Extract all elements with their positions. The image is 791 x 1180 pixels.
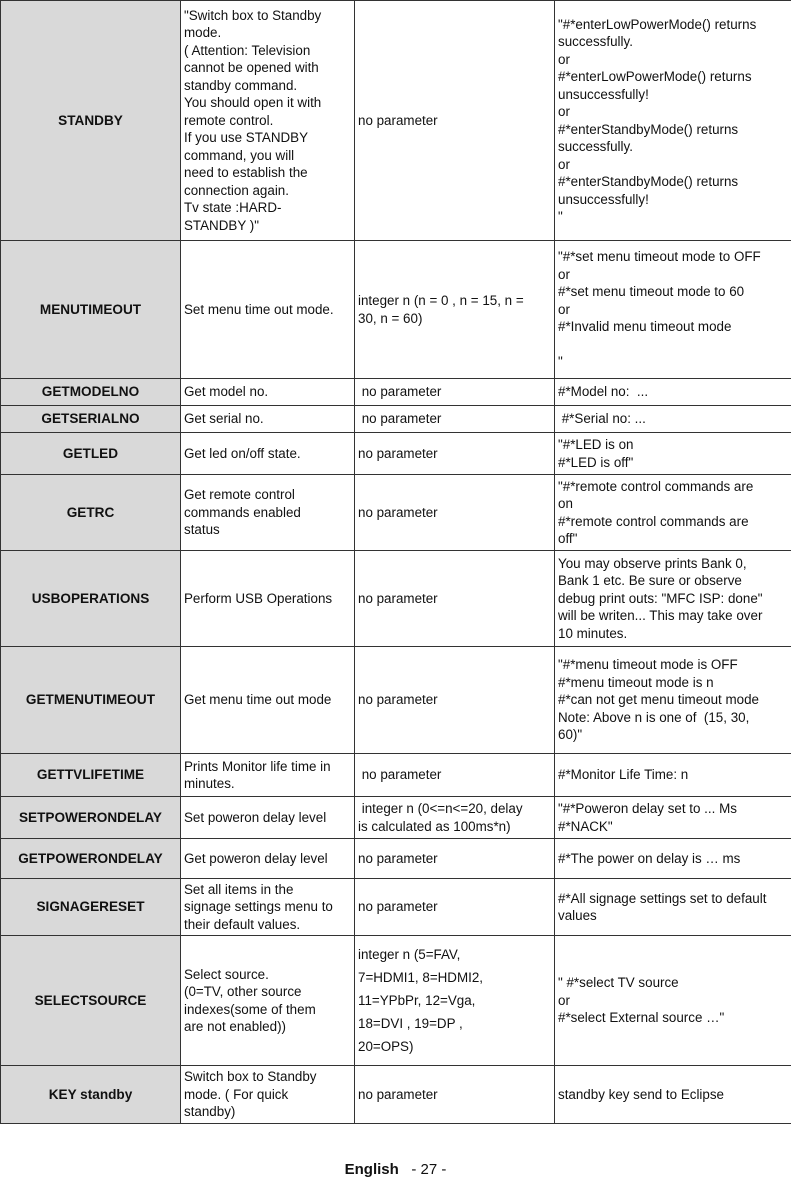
command-description-line: mode. (184, 25, 222, 41)
command-description-line: need to establish the (184, 165, 308, 181)
command-table-body (1, 1, 791, 1124)
command-response-line: #*All signage settings set to default (558, 890, 767, 906)
command-description-line: ( Attention: Television (184, 42, 311, 58)
command-response-line: #*Monitor Life Time: n (558, 767, 689, 783)
command-parameter (355, 754, 555, 797)
command-description-line: Get serial no. (184, 411, 264, 427)
command-parameter-line: no parameter (358, 899, 438, 915)
command-description-line: status (184, 522, 220, 538)
command-description (181, 647, 355, 754)
command-name: GETRC (1, 475, 181, 551)
command-parameter-line: no parameter (358, 590, 438, 606)
command-response-line: standby key send to Eclipse (558, 1086, 724, 1102)
command-response (555, 754, 791, 797)
command-description-line: If you use STANDBY (184, 130, 309, 146)
command-parameter-line: no parameter (358, 384, 442, 400)
command-parameter-line: integer n (n = 0 , n = 15, n = (358, 293, 524, 308)
table-row (1, 1066, 791, 1124)
command-response-line: or (558, 156, 570, 172)
command-response-line: Note: Above n is one of (15, 30, (558, 709, 750, 725)
table-row (1, 754, 791, 797)
command-name: GETMENUTIMEOUT (1, 647, 181, 754)
command-parameter-line: no parameter (358, 692, 438, 708)
command-response (555, 379, 791, 406)
command-response (555, 475, 791, 551)
command-response (555, 406, 791, 433)
command-response-line: #*Serial no: ... (558, 411, 646, 427)
command-response-line: 10 minutes. (558, 625, 628, 641)
command-parameter-line: no parameter (358, 411, 442, 427)
page-footer (0, 1161, 791, 1178)
command-response-line: or (558, 266, 570, 282)
command-name: USBOPERATIONS (1, 551, 181, 647)
command-description-line: Switch box to Standby (184, 1069, 317, 1085)
command-description-line: minutes. (184, 776, 235, 791)
command-parameter (355, 379, 555, 406)
command-parameter (355, 433, 555, 475)
command-parameter-line: integer n (5=FAV, (358, 947, 461, 962)
command-description-line: Perform USB Operations (184, 590, 333, 606)
command-description-line: Get menu time out mode (184, 692, 332, 708)
command-response-line: " (558, 209, 563, 224)
command-response-line: #*LED is off" (558, 454, 634, 470)
table-row (1, 241, 791, 379)
command-parameter (355, 406, 555, 433)
command-description-line: Select source. (184, 966, 269, 982)
command-response-line: " (558, 354, 563, 370)
command-parameter-line: no parameter (358, 112, 438, 128)
command-parameter-line: 30, n = 60) (358, 310, 423, 326)
command-response-line: unsuccessfully! (558, 191, 649, 207)
command-parameter-line: no parameter (358, 1086, 438, 1102)
command-parameter-line: no parameter (358, 445, 438, 461)
command-description (181, 754, 355, 797)
command-response-line: #*enterLowPowerMode() returns (558, 69, 752, 84)
command-parameter-line: 20=OPS) (358, 1039, 414, 1054)
command-response-line: or (558, 301, 570, 317)
command-response-line: #*menu timeout mode is n (558, 674, 714, 690)
command-parameter-line: 11=YPbPr, 12=Vga, (358, 993, 476, 1008)
command-description-line: Set all items in the (184, 881, 294, 897)
command-description (181, 1, 355, 241)
command-response (555, 797, 791, 839)
command-name: STANDBY (1, 1, 181, 241)
command-name: KEY standby (1, 1066, 181, 1124)
command-response (555, 839, 791, 879)
command-parameter (355, 936, 555, 1066)
command-description (181, 406, 355, 433)
command-description (181, 379, 355, 406)
command-response (555, 433, 791, 475)
command-description-line: indexes(some of them (184, 1001, 316, 1017)
command-parameter (355, 647, 555, 754)
command-name: GETMODELNO (1, 379, 181, 406)
command-response-line: #*The power on delay is … ms (558, 850, 741, 866)
command-description-line: commands enabled (184, 504, 301, 520)
command-response (555, 241, 791, 379)
command-parameter (355, 839, 555, 879)
command-response-line: #*enterStandbyMode() returns (558, 174, 739, 189)
command-description-line: mode. ( For quick (184, 1086, 289, 1102)
command-response-line: #*can not get menu timeout mode (558, 692, 759, 708)
command-response-line: or (558, 992, 570, 1008)
command-response-line: #*remote control commands are (558, 513, 749, 529)
command-parameter-line: integer n (0<=n<=20, delay (358, 801, 523, 816)
command-description-line: "Switch box to Standby (184, 7, 322, 23)
command-description (181, 551, 355, 647)
table-row (1, 1, 791, 241)
table-row (1, 433, 791, 475)
command-response-line: off" (558, 531, 578, 546)
command-description-line: command, you will (184, 147, 295, 163)
command-parameter-line: no parameter (358, 767, 442, 783)
command-parameter (355, 475, 555, 551)
command-description-line: standby) (184, 1104, 236, 1120)
command-parameter-line: no parameter (358, 504, 438, 520)
command-response-line: "#*enterLowPowerMode() returns (558, 16, 757, 32)
table-row (1, 936, 791, 1066)
command-description-line: signage settings menu to (184, 899, 333, 915)
command-response-line: #*select External source …" (558, 1010, 725, 1026)
command-description-line: Get poweron delay level (184, 850, 328, 866)
command-response (555, 879, 791, 936)
command-name: SIGNAGERESET (1, 879, 181, 936)
command-response-line: "#*Poweron delay set to ... Ms (558, 801, 737, 816)
command-response-line: #*Model no: ... (558, 384, 649, 400)
command-description-line: connection again. (184, 182, 289, 198)
command-response-line: #*set menu timeout mode to 60 (558, 284, 745, 300)
command-response-line: "#*menu timeout mode is OFF (558, 657, 738, 673)
command-description-line: their default values. (184, 916, 301, 932)
command-parameter-line: 18=DVI , 19=DP , (358, 1016, 463, 1031)
command-description (181, 241, 355, 379)
table-row (1, 647, 791, 754)
command-name: GETSERIALNO (1, 406, 181, 433)
table-row (1, 406, 791, 433)
command-parameter (355, 241, 555, 379)
command-description (181, 936, 355, 1066)
command-description (181, 1066, 355, 1124)
command-response-line: Bank 1 etc. Be sure or observe (558, 573, 742, 589)
command-response-line (558, 336, 788, 354)
command-response-line: debug print outs: "MFC ISP: done" (558, 590, 763, 606)
command-name: GETLED (1, 433, 181, 475)
command-response-line: unsuccessfully! (558, 86, 649, 102)
command-response (555, 936, 791, 1066)
command-description (181, 879, 355, 936)
command-description-line: are not enabled)) (184, 1019, 286, 1034)
command-description (181, 433, 355, 475)
command-response-line: #*enterStandbyMode() returns (558, 121, 739, 137)
command-description-line: standby command. (184, 77, 298, 93)
command-response-line: " #*select TV source (558, 975, 679, 991)
command-response (555, 1066, 791, 1124)
command-response-line: You may observe prints Bank 0, (558, 555, 747, 571)
footer-page-number: - 27 - (411, 1161, 447, 1178)
command-response-line: "#*remote control commands are (558, 478, 754, 494)
command-response-line: "#*set menu timeout mode to OFF (558, 249, 761, 265)
command-response-line: or (558, 51, 570, 67)
command-description-line: Tv state :HARD- (184, 200, 282, 216)
command-name: GETTVLIFETIME (1, 754, 181, 797)
command-name: GETPOWERONDELAY (1, 839, 181, 879)
command-name: SETPOWERONDELAY (1, 797, 181, 839)
command-description (181, 797, 355, 839)
command-name: SELECTSOURCE (1, 936, 181, 1066)
table-row (1, 551, 791, 647)
command-description-line: Get model no. (184, 384, 269, 400)
command-response-line: 60)" (558, 727, 583, 743)
command-response-line: values (558, 908, 597, 923)
command-parameter (355, 879, 555, 936)
command-response-line: "#*LED is on (558, 437, 634, 452)
command-description-line: cannot be opened with (184, 60, 319, 76)
command-parameter-line: 7=HDMI1, 8=HDMI2, (358, 970, 484, 985)
command-response-line: or (558, 104, 570, 119)
command-description (181, 839, 355, 879)
command-description-line: You should open it with (184, 95, 322, 111)
command-parameter (355, 1, 555, 241)
command-response (555, 551, 791, 647)
table-row (1, 797, 791, 839)
command-response-line: successfully. (558, 34, 633, 49)
table-row (1, 879, 791, 936)
command-description (181, 475, 355, 551)
command-response-line: #*NACK" (558, 818, 613, 834)
command-response-line: successfully. (558, 139, 633, 154)
footer-language: English (344, 1161, 399, 1178)
command-response (555, 647, 791, 754)
command-name: MENUTIMEOUT (1, 241, 181, 379)
command-description-line: Get led on/off state. (184, 445, 301, 461)
command-parameter-line: is calculated as 100ms*n) (358, 818, 511, 834)
command-description-line: Set menu time out mode. (184, 301, 334, 317)
table-row (1, 379, 791, 406)
command-description-line: STANDBY )" (184, 217, 259, 233)
command-parameter (355, 1066, 555, 1124)
table-row (1, 839, 791, 879)
command-parameter-line: no parameter (358, 850, 438, 866)
command-description-line: Get remote control (184, 487, 295, 503)
command-parameter (355, 551, 555, 647)
command-parameter (355, 797, 555, 839)
command-description-line: Set poweron delay level (184, 809, 327, 825)
command-response-line: will be writen... This may take over (558, 608, 763, 624)
command-response-line: on (558, 496, 573, 511)
command-response (555, 1, 791, 241)
table-row (1, 475, 791, 551)
command-description-line: remote control. (184, 112, 274, 128)
command-description-line: (0=TV, other source (184, 984, 302, 999)
command-description-line: Prints Monitor life time in (184, 758, 331, 774)
command-response-line: #*Invalid menu timeout mode (558, 319, 732, 335)
